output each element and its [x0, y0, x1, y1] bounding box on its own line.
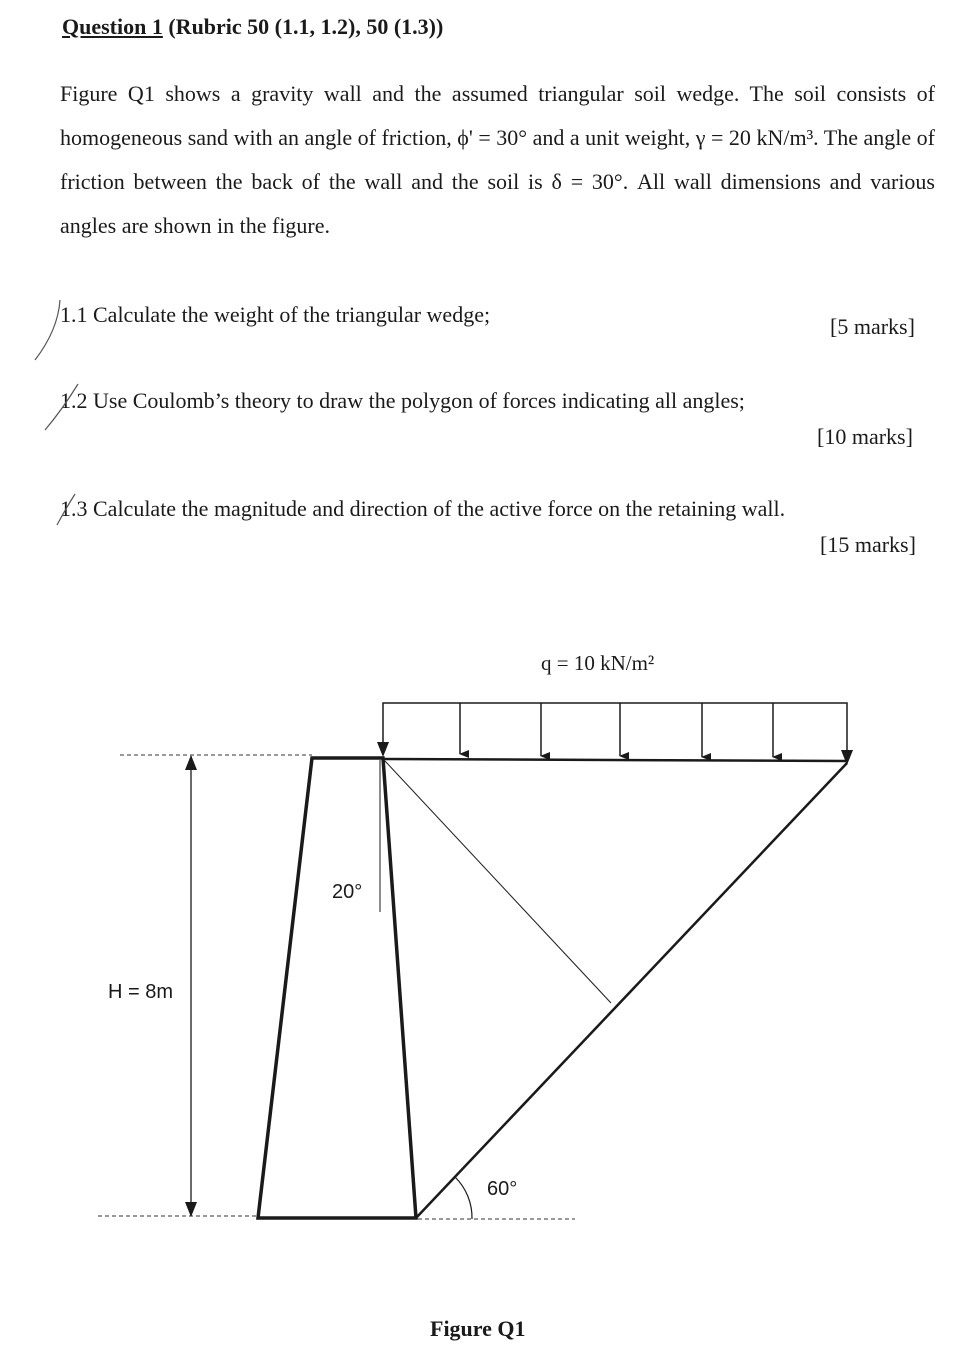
- ground-surface: [383, 759, 847, 761]
- part-1-3-marks: [15 marks]: [820, 532, 916, 557]
- part-number: 1.1: [60, 302, 88, 327]
- handwritten-mark: [57, 494, 75, 525]
- surcharge-label: q = 10 kN/m²: [541, 651, 655, 675]
- part-1-2-marks: [10 marks]: [817, 424, 913, 449]
- surcharge-arrow-head: [377, 742, 389, 757]
- question-title: Question 1: [62, 14, 163, 39]
- angle-arc-60: [455, 1177, 472, 1219]
- part-text: Calculate the magnitude and direction of the active force on the retaining wall.: [93, 496, 786, 521]
- part-text: Calculate the weight of the triangular wedge;: [93, 302, 491, 327]
- part-number: 1.3: [60, 496, 88, 521]
- height-arrow-bottom: [185, 1202, 197, 1217]
- handwritten-mark: [45, 384, 78, 430]
- part-text: Use Coulomb’s theory to draw the polygon of forces indicating all angles;: [93, 388, 745, 413]
- part-number: 1.2: [60, 388, 88, 413]
- failure-plane: [416, 763, 847, 1218]
- wedge-angle-label: 60°: [487, 1178, 518, 1200]
- question-intro: Figure Q1 shows a gravity wall and the assumed triangular soil wedge. The soil consists of homogeneous sand with an angle of friction, ϕ' = 30° and a unit weight, γ = 20 kN/m³. The angle of friction between the back of the wall and the soil is δ = 30°. All wall dimensions and various angles are shown in the figure.: [60, 81, 935, 238]
- gravity-wall: [258, 758, 416, 1218]
- part-1-1-marks: [5 marks]: [830, 314, 915, 339]
- figure-caption: Figure Q1: [430, 1316, 526, 1341]
- handwritten-mark: [35, 300, 60, 360]
- height-label: H = 8m: [108, 981, 174, 1003]
- question-rubric: (Rubric 50 (1.1, 1.2), 50 (1.3)): [168, 14, 444, 39]
- surcharge-outline: [383, 703, 847, 757]
- surcharge-arrow-head: [841, 750, 853, 765]
- normal-line: [385, 761, 611, 1003]
- height-arrow-top: [185, 755, 197, 770]
- wall-angle-label: 20°: [332, 881, 363, 903]
